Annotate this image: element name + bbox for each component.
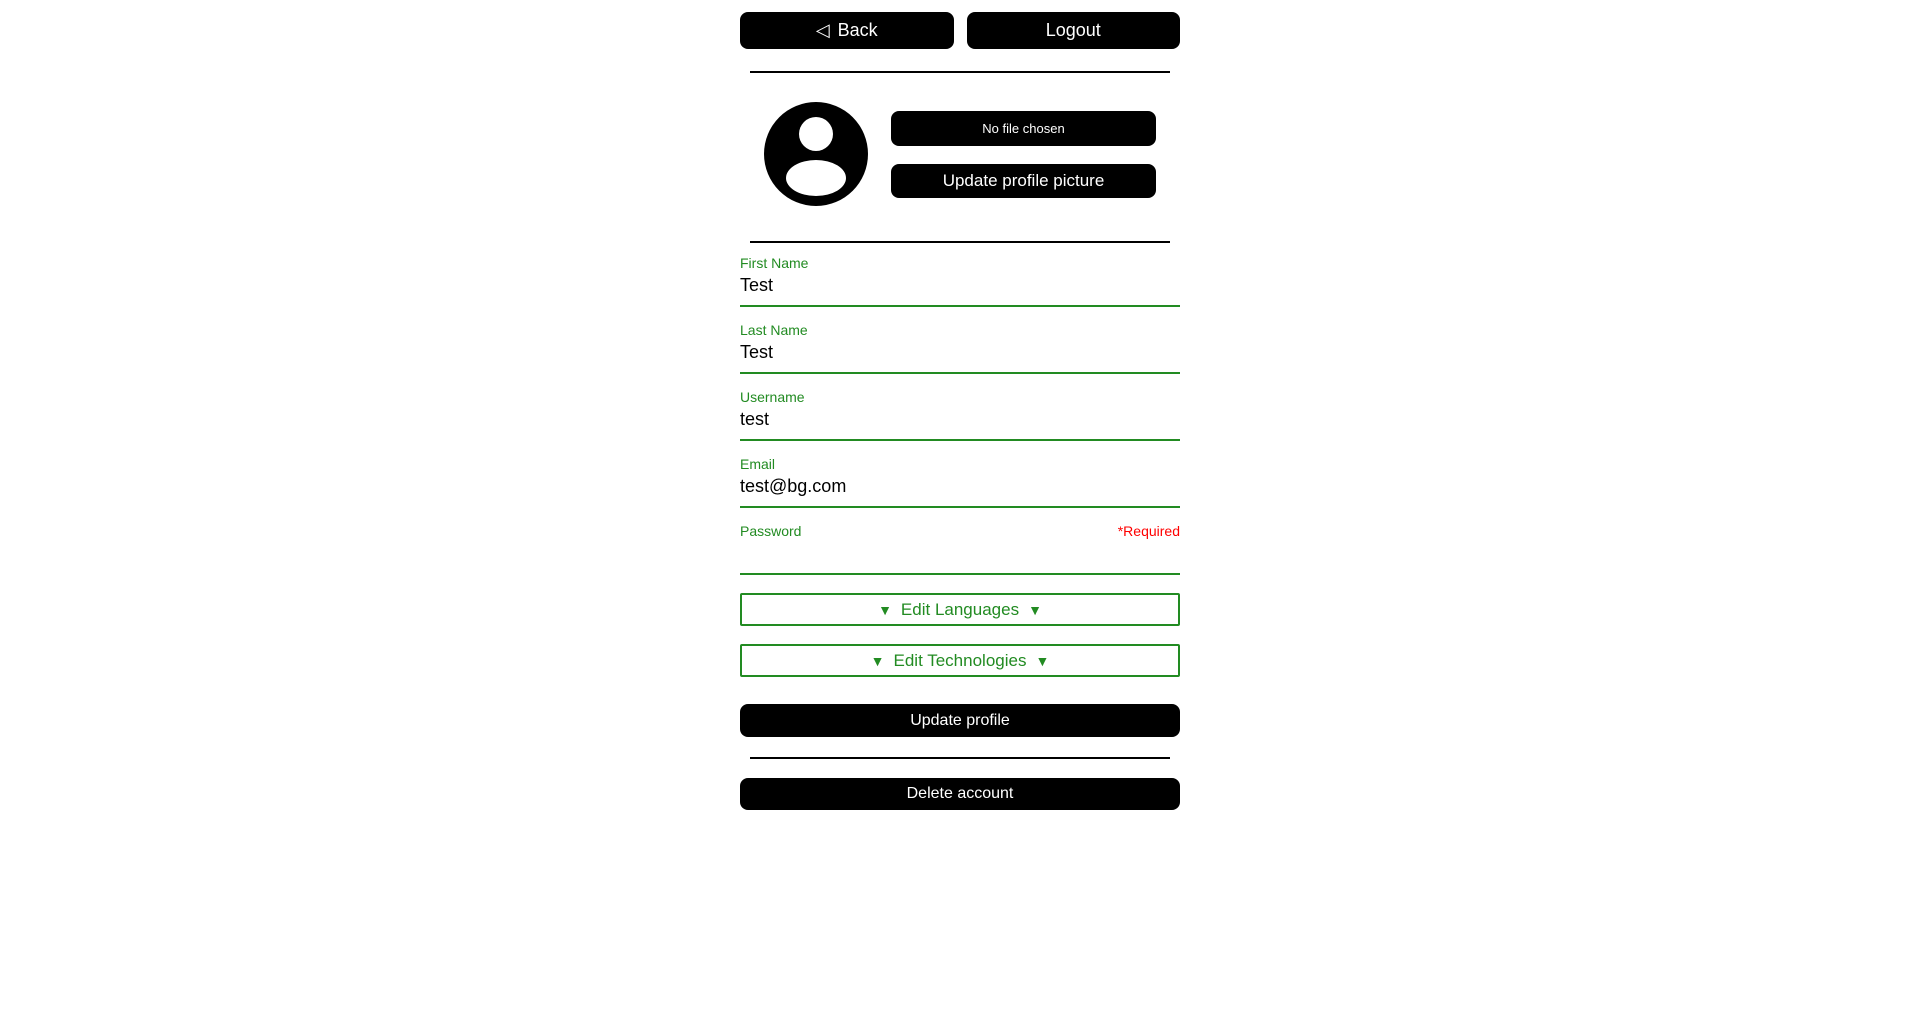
username-field (740, 389, 1180, 441)
chevron-down-icon: ▼ (870, 652, 885, 669)
file-input-label: No file chosen (982, 120, 1065, 136)
username-input[interactable] (740, 407, 1180, 431)
avatar (764, 102, 868, 206)
password-label: Password (740, 523, 802, 539)
profile-picture-section (740, 102, 1180, 206)
last-name-label: Last Name (740, 322, 808, 338)
top-button-bar (740, 12, 1180, 49)
first-name-input[interactable] (740, 273, 1180, 297)
first-name-field (740, 255, 1180, 307)
profile-form-container (740, 0, 1180, 810)
logout-button[interactable] (967, 12, 1181, 49)
email-field (740, 456, 1180, 508)
email-label: Email (740, 456, 776, 472)
logout-button-label: Logout (1045, 20, 1101, 40)
password-required-note: *Required (1117, 523, 1180, 539)
chevron-down-icon: ▼ (1035, 652, 1050, 669)
edit-technologies-button[interactable] (740, 644, 1180, 677)
last-name-input[interactable] (740, 340, 1180, 364)
update-profile-button[interactable] (740, 704, 1180, 737)
file-input-button[interactable] (891, 111, 1156, 146)
first-name-label: First Name (740, 255, 809, 271)
delete-account-button[interactable] (740, 778, 1180, 810)
divider (750, 757, 1170, 759)
profile-form (740, 255, 1180, 737)
update-profile-label: Update profile (910, 711, 1010, 729)
chevron-down-icon: ▼ (1028, 601, 1042, 618)
person-icon (764, 102, 868, 206)
picture-buttons (891, 111, 1156, 198)
update-picture-label: Update profile picture (942, 170, 1105, 190)
username-label: Username (740, 389, 805, 405)
back-button-label: Back (837, 20, 878, 40)
edit-technologies-label: Edit Technologies (893, 650, 1027, 670)
back-button[interactable] (740, 12, 954, 49)
last-name-field (740, 322, 1180, 374)
delete-account-label: Delete account (906, 785, 1014, 802)
email-input[interactable] (740, 474, 1180, 498)
password-input[interactable] (740, 541, 1180, 565)
password-field (740, 523, 1180, 575)
divider (750, 241, 1170, 243)
update-picture-button[interactable] (891, 164, 1156, 198)
back-arrow-icon: ◁ (815, 20, 830, 40)
chevron-down-icon: ▼ (878, 601, 892, 618)
edit-languages-label: Edit Languages (900, 599, 1020, 619)
edit-languages-button[interactable] (740, 593, 1180, 626)
divider (750, 71, 1170, 73)
